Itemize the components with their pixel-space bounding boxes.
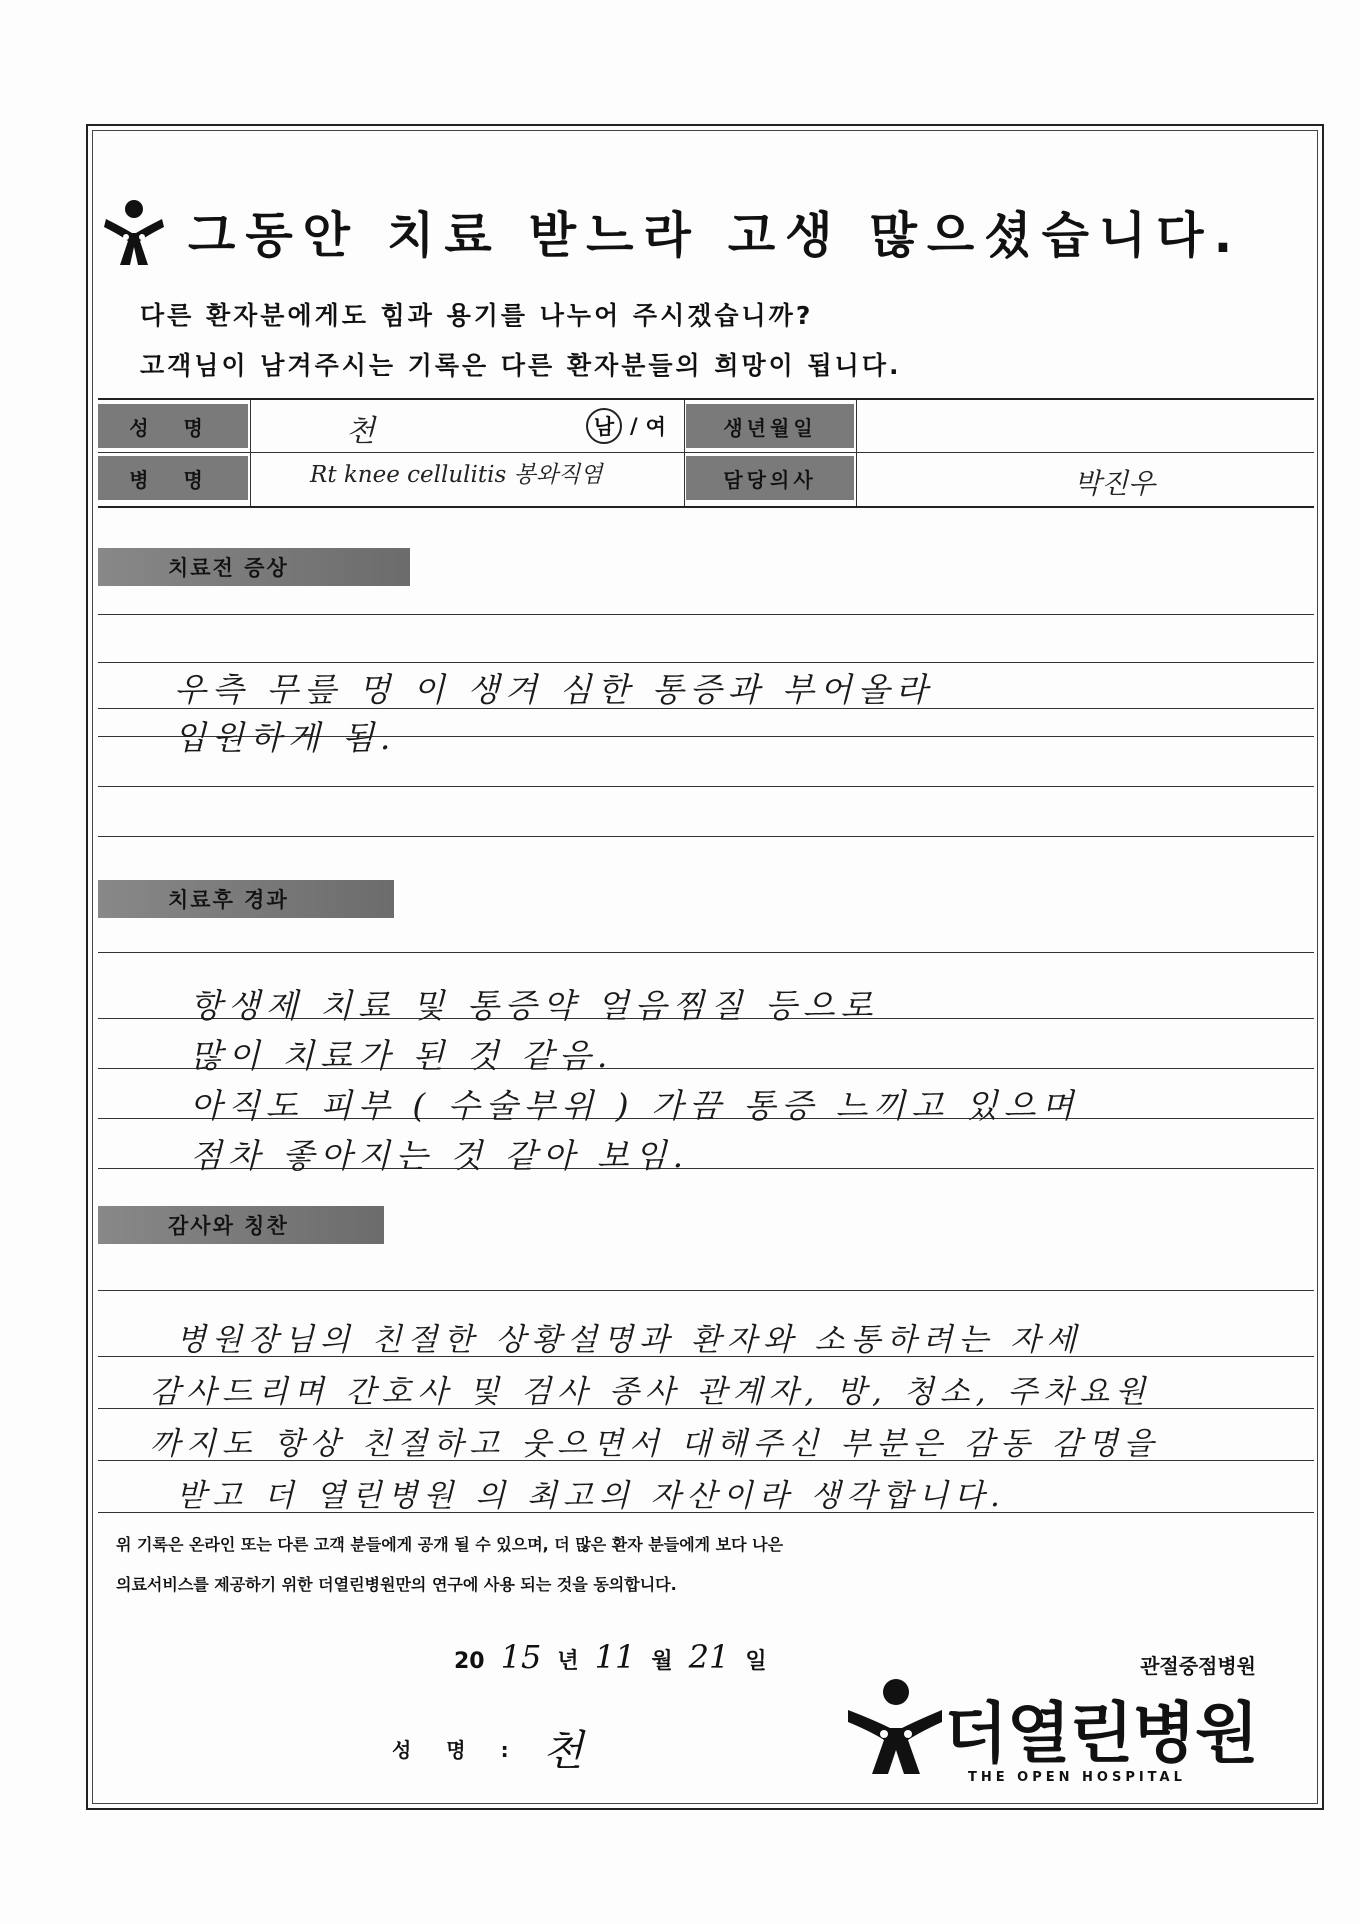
- month-unit: 월: [651, 1649, 673, 1674]
- after-text-line: 많이 치료가 된 것 같음.: [190, 1036, 614, 1075]
- disease-label: 병 명: [98, 456, 248, 500]
- year-prefix: 20: [454, 1649, 485, 1674]
- logo-tagline: 관절중점병원: [1140, 1654, 1256, 1678]
- logo-name: 더열린병원: [944, 1695, 1258, 1772]
- table-divider: [856, 400, 857, 506]
- name-value: 천: [346, 414, 375, 449]
- year-value: 15: [500, 1638, 542, 1676]
- day-value: 21: [688, 1638, 730, 1676]
- table-divider: [250, 400, 251, 506]
- title-row: [102, 192, 1242, 272]
- date-row: [454, 1638, 767, 1676]
- thanks-praise-label: 감사와 칭찬: [98, 1206, 384, 1244]
- writing-line: [98, 836, 1314, 837]
- after-text-line: 아직도 피부 ( 수술부위 ) 가끔 통증 느끼고 있으며: [190, 1086, 1080, 1125]
- before-text-line: 우측 무릎 멍 이 생겨 심한 통증과 부어올라: [174, 670, 934, 709]
- signature-value: 천: [542, 1726, 584, 1775]
- after-progress-label: 치료후 경과: [98, 880, 394, 918]
- signature-label: 성 명 :: [392, 1737, 523, 1762]
- page-title: 그동안 치료 받느라 고생 많으셨습니다.: [188, 207, 1243, 264]
- thanks-text-line: 까지도 항상 친절하고 웃으면서 대해주신 부분은 감동 감명을: [150, 1426, 1160, 1462]
- consent-text-line: 위 기록은 온라인 또는 다른 고객 분들에게 공개 될 수 있으며, 더 많은 환자 분들에게 보다 나은: [116, 1535, 784, 1554]
- gender-male-circled: 남: [586, 408, 622, 444]
- subtitle-question: 다른 환자분에게도 힘과 용기를 나누어 주시겠습니까?: [140, 301, 814, 330]
- name-label: 성 명: [98, 404, 248, 448]
- writing-line: [98, 1290, 1314, 1291]
- before-text-line: 입원하게 됨.: [174, 718, 397, 757]
- hospital-logo: [846, 1650, 1256, 1800]
- table-row-divider: [98, 452, 1314, 453]
- thanks-text-line: 감사드리며 간호사 및 검사 종사 관계자, 방, 청소, 주차요원: [150, 1374, 1152, 1410]
- writing-line: [98, 786, 1314, 787]
- thanks-text-line: 받고 더 열린병원 의 최고의 자산이라 생각합니다.: [176, 1478, 1006, 1514]
- writing-line: [98, 614, 1314, 615]
- after-text-line: 점차 좋아지는 것 같아 보임.: [190, 1136, 690, 1175]
- hospital-figure-icon: [102, 197, 166, 267]
- disease-value: Rt knee cellulitis 봉와직염: [310, 462, 603, 488]
- birth-label: 생년월일: [686, 404, 854, 448]
- subtitle-hope: 고객님이 남겨주시는 기록은 다른 환자분들의 희망이 됩니다.: [140, 351, 902, 380]
- doctor-label: 담당의사: [686, 456, 854, 500]
- after-text-line: 항생제 치료 및 통증약 얼음찜질 등으로: [190, 986, 879, 1025]
- year-unit: 년: [557, 1649, 579, 1674]
- logo-english-name: THE OPEN HOSPITAL: [968, 1770, 1186, 1785]
- consent-text-line: 의료서비스를 제공하기 위한 더열린병원만의 연구에 사용 되는 것을 동의합니다.: [116, 1575, 677, 1594]
- month-value: 11: [594, 1638, 636, 1676]
- before-symptoms-label: 치료전 증상: [98, 548, 410, 586]
- day-unit: 일: [745, 1649, 767, 1674]
- thanks-text-line: 병원장님의 친절한 상황설명과 환자와 소통하려는 자세: [176, 1322, 1083, 1358]
- hospital-figure-icon: [846, 1676, 944, 1776]
- writing-line: [98, 662, 1314, 663]
- signature-row: [392, 1718, 583, 1778]
- patient-info-table: [98, 398, 1314, 508]
- writing-line: [98, 952, 1314, 953]
- gender-separator: /: [630, 414, 638, 438]
- gender-female: 여: [645, 415, 666, 439]
- gender-selector: [586, 408, 666, 444]
- doctor-value: 박진우: [1074, 467, 1156, 500]
- table-divider: [684, 400, 685, 506]
